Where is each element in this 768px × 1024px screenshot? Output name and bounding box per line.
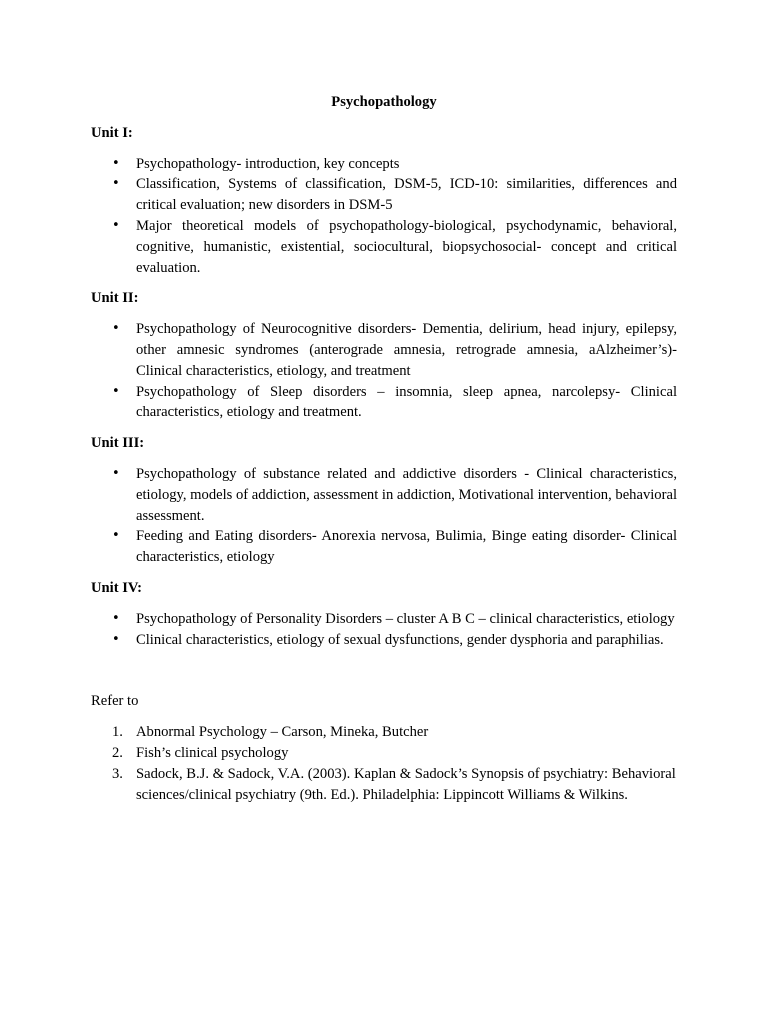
list-item: • Clinical characteristics, etiology of sexual dysfunctions, gender dysphoria and paraphilias.: [91, 630, 677, 651]
unit-3-list: [91, 464, 677, 568]
bullet-icon: •: [112, 610, 120, 626]
bullet-icon: •: [112, 217, 120, 233]
unit-1-heading: Unit I:: [91, 124, 133, 141]
list-item: • Psychopathology of Sleep disorders – insomnia, sleep apnea, narcolepsy- Clinical characteristics, etiology and treatment.: [112, 383, 677, 421]
unit-1-list: [91, 154, 677, 279]
unit-4-heading: Unit IV:: [91, 579, 142, 596]
list-item: • Psychopathology of Neurocognitive disorders- Dementia, delirium, head injury, epilepsy, other amnesic syndromes (anterograde amnesia, retrograde amnesia, aAlzheimer’s)- Clinical characteristics, etiology, and treatment: [112, 321, 677, 379]
reference-number: 2.: [112, 744, 123, 761]
reference-item: 2. Fish’s clinical psychology: [91, 743, 677, 764]
refer-to-label: Refer to: [91, 693, 139, 710]
document-page: [91, 92, 677, 805]
unit-3-heading: Unit III:: [91, 435, 145, 452]
unit-2-list: [91, 319, 677, 423]
reference-item: 3. Sadock, B.J. & Sadock, V.A. (2003). Kaplan & Sadock’s Synopsis of psychiatry: Behavioral sciences/clinical psychiatry (9th. Ed.). Philadelphia: Lippincott Williams & Wilkins.: [112, 765, 676, 803]
document-title: Psychopathology: [331, 94, 437, 110]
section-spacer: [91, 660, 677, 691]
list-item: • Major theoretical models of psychopathology-biological, psychodynamic, behavioral, cognitive, humanistic, existential, sociocultural, biopsychosocial- concept and critical evaluation.: [112, 217, 677, 276]
reference-item: 1. Abnormal Psychology – Carson, Mineka, Butcher: [91, 722, 677, 743]
bullet-icon: •: [112, 383, 120, 399]
unit-2-heading: Unit II:: [91, 290, 139, 307]
bullet-icon: •: [112, 176, 120, 192]
list-item: • Psychopathology- introduction, key concepts: [91, 154, 677, 175]
reference-number: 1.: [112, 724, 123, 741]
bullet-icon: •: [112, 155, 120, 171]
unit-4-list: [91, 609, 677, 651]
references-list: [91, 722, 677, 805]
list-item: • Classification, Systems of classification, DSM-5, ICD-10: similarities, differences and critical evaluation; new disorders in DSM-5: [112, 176, 677, 214]
bullet-icon: •: [112, 631, 120, 647]
reference-number: 3.: [112, 765, 123, 782]
list-item: • Psychopathology of substance related and addictive disorders - Clinical characteristics, etiology, models of addiction, assessment in addiction, Motivational intervention, behavioral assessment.: [112, 465, 677, 524]
list-item: • Psychopathology of Personality Disorders – cluster A B C – clinical characteristics, etiology: [91, 609, 677, 630]
bullet-icon: •: [112, 465, 120, 481]
bullet-icon: •: [112, 528, 120, 544]
list-item: • Feeding and Eating disorders- Anorexia nervosa, Bulimia, Binge eating disorder- Clinical characteristics, etiology: [112, 528, 677, 566]
bullet-icon: •: [112, 321, 120, 337]
